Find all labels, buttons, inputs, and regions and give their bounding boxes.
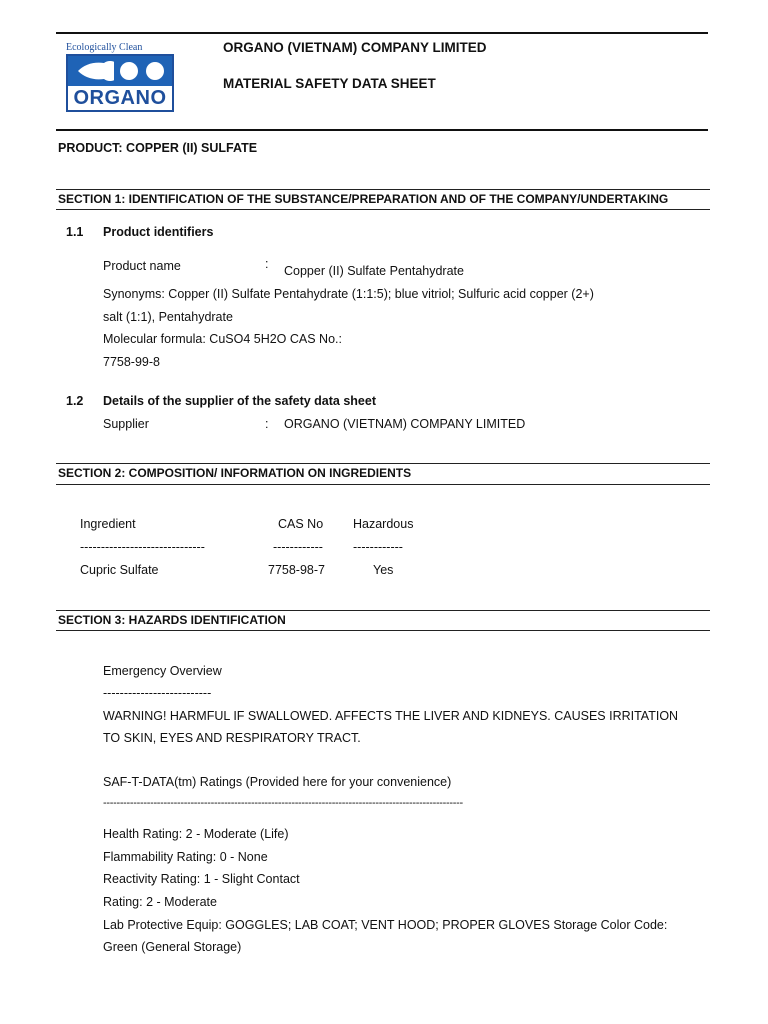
- column-divider-dashes: ------------: [353, 540, 403, 554]
- header-top-rule: [56, 32, 708, 34]
- product-name-label: Product name: [103, 259, 181, 273]
- section3-top-rule: [56, 610, 710, 611]
- logo-box: [66, 54, 174, 112]
- organo-logo: [66, 42, 176, 114]
- subsection-number: 1.2: [66, 394, 84, 408]
- header-bottom-rule: [56, 129, 708, 131]
- column-divider-dashes: ------------: [273, 540, 323, 554]
- column-header: Hazardous: [353, 517, 414, 531]
- column-divider-dashes: ------------------------------: [80, 540, 205, 554]
- supplier-value: ORGANO (VIETNAM) COMPANY LIMITED: [284, 417, 526, 431]
- emergency-overview-heading: Emergency Overview: [103, 664, 222, 678]
- section2-title: SECTION 2: COMPOSITION/ INFORMATION ON INGREDIENTS: [58, 466, 412, 480]
- company-name: ORGANO (VIETNAM) COMPANY LIMITED: [223, 40, 487, 55]
- subsection-title: Product identifiers: [103, 225, 214, 239]
- rating-line: Rating: 2 - Moderate: [103, 895, 217, 909]
- product-name-value: Copper (II) Sulfate Pentahydrate: [284, 264, 464, 278]
- column-header: Ingredient: [80, 517, 136, 531]
- molecular-formula: Molecular formula: CuSO4 5H2O CAS No.:: [103, 332, 342, 346]
- section3-title: SECTION 3: HAZARDS IDENTIFICATION: [58, 613, 286, 627]
- circle-icon: [120, 62, 138, 80]
- synonyms-line: salt (1:1), Pentahydrate: [103, 310, 233, 324]
- product-line: PRODUCT: COPPER (II) SULFATE: [58, 141, 258, 155]
- saf-t-data-heading: SAF-T-DATA(tm) Ratings (Provided here for your convenience): [103, 775, 452, 789]
- section2-bottom-rule: [56, 484, 710, 485]
- section1-top-rule: [56, 189, 710, 190]
- section1-title: SECTION 1: IDENTIFICATION OF THE SUBSTANCE/PREPARATION AND OF THE COMPANY/UNDERTAKING: [58, 192, 669, 206]
- synonyms-line: Synonyms: Copper (II) Sulfate Pentahydrate (1:1:5); blue vitriol; Sulfuric acid copper (2+): [103, 287, 594, 301]
- supplier-label: Supplier: [103, 417, 149, 431]
- table-cell: Cupric Sulfate: [80, 563, 159, 577]
- cas-number: 7758-99-8: [103, 355, 160, 369]
- logo-wordmark: ORGANO: [68, 86, 172, 110]
- warning-text: TO SKIN, EYES AND RESPIRATORY TRACT.: [103, 731, 361, 745]
- water-drop-icon: [74, 59, 114, 83]
- section1-bottom-rule: [56, 209, 710, 210]
- table-cell: Yes: [373, 563, 394, 577]
- rating-line: Health Rating: 2 - Moderate (Life): [103, 827, 289, 841]
- dash-separator: -----------------------------------------------------------------------------------------------------------: [103, 797, 463, 809]
- section3-bottom-rule: [56, 630, 710, 631]
- colon: :: [265, 417, 269, 431]
- table-cell: 7758-98-7: [268, 563, 325, 577]
- circle-icon: [146, 62, 164, 80]
- subsection-title: Details of the supplier of the safety data sheet: [103, 394, 376, 408]
- rating-line: Green (General Storage): [103, 940, 242, 954]
- rating-line: Flammability Rating: 0 - None: [103, 850, 268, 864]
- column-header: CAS No: [278, 517, 324, 531]
- dash-separator: --------------------------: [103, 686, 212, 700]
- colon: :: [265, 257, 269, 271]
- section2-top-rule: [56, 463, 710, 464]
- document-title: MATERIAL SAFETY DATA SHEET: [223, 76, 436, 91]
- warning-text: WARNING! HARMFUL IF SWALLOWED. AFFECTS THE LIVER AND KIDNEYS. CAUSES IRRITATION: [103, 709, 679, 723]
- rating-line: Reactivity Rating: 1 - Slight Contact: [103, 872, 300, 886]
- rating-line: Lab Protective Equip: GOGGLES; LAB COAT; VENT HOOD; PROPER GLOVES Storage Color Code:: [103, 918, 668, 932]
- logo-tagline: Ecologically Clean: [66, 42, 143, 53]
- subsection-number: 1.1: [66, 225, 84, 239]
- logo-drops-band: [68, 56, 172, 86]
